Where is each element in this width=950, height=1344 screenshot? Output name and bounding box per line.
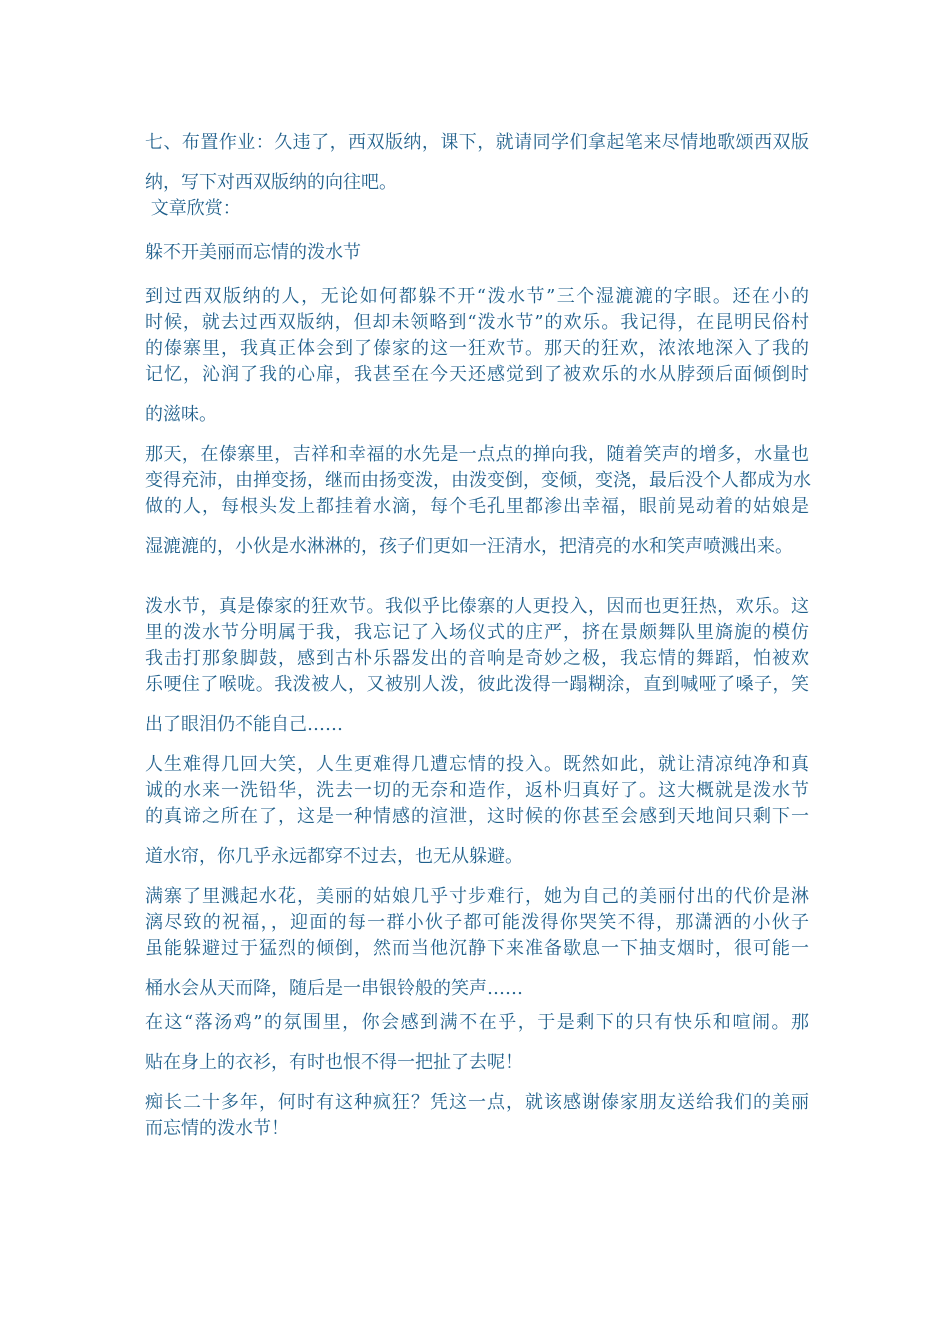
article-paragraph-4 [145, 752, 809, 870]
text-line: 桶水会从天而降，随后是一串银铃般的笑声…… [145, 978, 523, 999]
text-line: 做的人，每根头发上都挂着水滴，每个毛孔里都渗出幸福，眼前晃动着的姑娘是 [145, 496, 809, 517]
text-line: 乐哽住了喉咙。我泼被人，又被别人泼，彼此泼得一蹋糊涂，直到喊哑了嗓子，笑 [145, 674, 809, 695]
text-line: 的傣寨里，我真正体会到了傣家的这一狂欢节。那天的狂欢，浓浓地深入了我的 [145, 338, 809, 359]
text-line: 的滋味。 [145, 404, 217, 425]
article-title: 躲不开美丽而忘情的泼水节 [145, 242, 361, 263]
text-line: 湿漉漉的，小伙是水淋淋的，孩子们更如一汪清水，把清亮的水和笑声喷溅出来。 [145, 536, 793, 557]
text-line: 出了眼泪仍不能自己…… [145, 714, 343, 735]
text-line: 到过西双版纳的人，无论如何都躲不开“泼水节”三个湿漉漉的字眼。还在小的 [145, 286, 809, 307]
text-line: 里的泼水节分明属于我，我忘记了入场仪式的庄严，挤在景颇舞队里旖旎的模仿 [145, 622, 809, 643]
text-line: 而忘情的泼水节！ [145, 1118, 289, 1139]
text-line: 贴在身上的衣衫，有时也恨不得一把扯了去呢！ [145, 1052, 523, 1073]
text-line: 泼水节，真是傣家的狂欢节。我似乎比傣寨的人更投入，因而也更狂热，欢乐。这 [145, 596, 809, 617]
document-page [145, 130, 809, 1142]
text-line: 道水帘，你几乎永远都穿不过去，也无从躲避。 [145, 846, 523, 867]
article-paragraph-5 [145, 884, 809, 1002]
text-line: 时候，就去过西双版纳，但却未领略到“泼水节”的欢乐。我记得，在昆明民俗村 [145, 312, 809, 333]
text-line: 人生难得几回大笑，人生更难得几遭忘情的投入。既然如此，就让清凉纯净和真 [145, 754, 809, 775]
text-line: 七、布置作业：久违了，西双版纳，课下，就请同学们拿起笔来尽情地歌颂西双版 [145, 132, 809, 153]
assignment-paragraph [145, 130, 809, 196]
text-line: 变得充沛，由掸变扬，继而由扬变泼，由泼变倒，变倾，变浇，最后没个人都成为水 [145, 470, 811, 491]
text-line: 的真谛之所在了，这是一种情感的渲泄，这时候的你甚至会感到天地间只剩下一 [145, 806, 809, 827]
text-line: 漓尽致的祝福，，迎面的每一群小伙子都可能泼得你哭笑不得，那潇洒的小伙子 [145, 912, 809, 933]
text-line: 满寨了里溅起水花，美丽的姑娘几乎寸步难行，她为自己的美丽付出的代价是淋 [145, 886, 809, 907]
text-line: 纳，写下对西双版纳的向往吧。 [145, 172, 397, 193]
article-paragraph-6 [145, 1010, 809, 1076]
appreciation-label: 文章欣赏： [145, 198, 241, 219]
text-line: 那天，在傣寨里，吉祥和幸福的水先是一点点的掸向我，随着笑声的增多，水量也 [145, 444, 809, 465]
article-paragraph-3 [145, 594, 809, 738]
article-paragraph-7 [145, 1090, 809, 1142]
article-paragraph-1 [145, 284, 809, 428]
text-line: 在这“落汤鸡”的氛围里，你会感到满不在乎，于是剩下的只有快乐和喧闹。那 [145, 1012, 809, 1033]
text-line: 痴长二十多年，何时有这种疯狂？凭这一点，就该感谢傣家朋友送给我们的美丽 [145, 1092, 809, 1113]
text-line: 诚的水来一洗铅华，洗去一切的无奈和造作，返朴归真好了。这大概就是泼水节 [145, 780, 809, 801]
article-paragraph-2 [145, 442, 809, 560]
text-line: 记忆，沁润了我的心扉，我甚至在今天还感觉到了被欢乐的水从脖颈后面倾倒时 [145, 364, 809, 385]
text-line: 虽能躲避过于猛烈的倾倒，然而当他沉静下来准备歇息一下抽支烟时，很可能一 [145, 938, 809, 959]
text-line: 我击打那象脚鼓，感到古朴乐器发出的音响是奇妙之极，我忘情的舞蹈，怕被欢 [145, 648, 809, 669]
